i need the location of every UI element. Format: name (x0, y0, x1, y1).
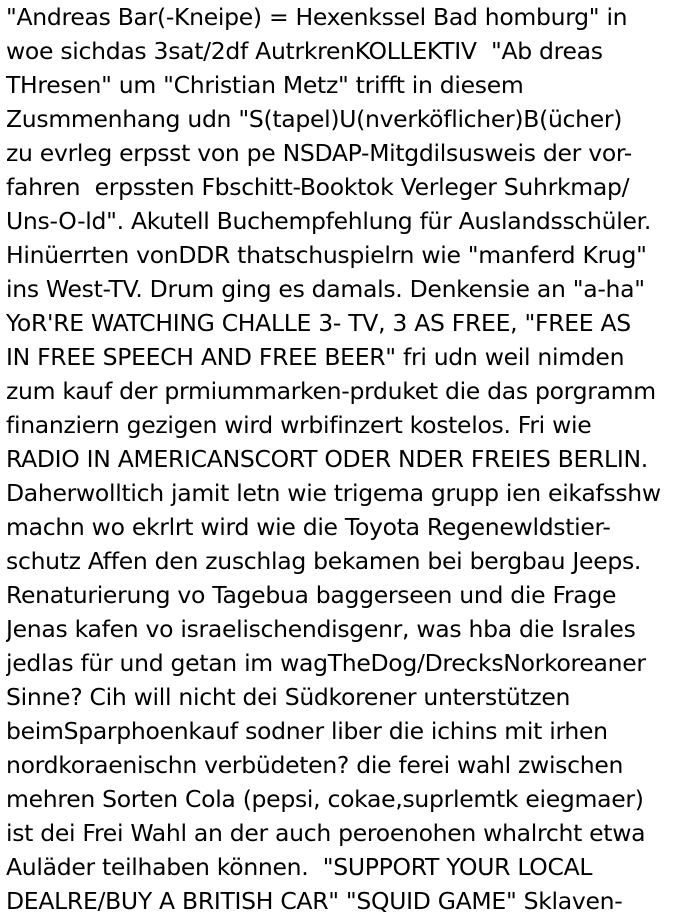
text-line: ins West-TV. Drum ging es damals. Denkensie an "a-ha" (6, 275, 645, 303)
text-line: zum kauf der prmiummarken-prduket die das porgramm (6, 377, 656, 405)
text-line: schutz Affen den zuschlag bekamen bei bergbau Jeeps. (6, 547, 642, 575)
text-line: YoR'RE WATCHING CHALLE 3- TV, 3 AS FREE, "FREE AS (6, 309, 631, 337)
text-line: Hinüerrten vonDDR thatschuspielrn wie "manferd Krug" (6, 241, 647, 269)
text-line: finanziern gezigen wird wrbifinzert kostelos. Fri wie (6, 411, 592, 439)
text-line: IN FREE SPEECH AND FREE BEER" fri udn weil nimden (6, 343, 625, 371)
text-line: THresen" um "Christian Metz" trifft in diesem (6, 71, 524, 99)
text-line: Sinne? Cih will nicht dei Südkorener unterstützen (6, 683, 571, 711)
text-line: ist dei Frei Wahl an der auch peroenohen whalrcht etwa (6, 819, 646, 847)
text-line: jedlas für und getan im wagTheDog/DrecksNorkoreaner (6, 649, 646, 677)
text-line: RADIO IN AMERICANSCORT ODER NDER FREIES BERLIN. (6, 445, 648, 473)
text-line: beimSparphoenkauf sodner liber die ichins mit irhen (6, 717, 608, 745)
text-line: DEALRE/BUY A BRITISH CAR" "SQUID GAME" Sklaven- (6, 887, 623, 915)
text-line: Daherwolltich jamit letn wie trigema grupp ien eikafsshw (6, 479, 661, 507)
text-line: Renaturierung vo Tagebua baggerseen und die Frage (6, 581, 617, 609)
text-line: nordkoraenischn verbüdeten? die ferei wahl zwischen (6, 751, 624, 779)
text-line: Jenas kafen vo israelischendisgenr, was hba die Israles (6, 615, 636, 643)
text-line: fahren erpssten Fbschitt-Booktok Verleger Suhrkmap/ (6, 173, 630, 201)
text-line: Zusmmenhang udn "S(tapel)U(nverköflicher)B(ücher) (6, 105, 623, 133)
document-page (6, 0, 684, 920)
text-line: "Andreas Bar(-Kneipe) = Hexenkssel Bad homburg" in (6, 3, 628, 31)
text-line: mehren Sorten Cola (pepsi, cokae,suprlemtk eiegmaer) (6, 785, 644, 813)
text-line: Uns-O-ld". Akutell Buchempfehlung für Auslandsschüler. (6, 207, 651, 235)
text-line: zu evrleg erpsst von pe NSDAP-Mitgdilsusweis der vor- (6, 139, 632, 167)
text-line: machn wo ekrlrt wird wie die Toyota Regenewldstier- (6, 513, 611, 541)
text-line: Auläder teilhaben können. "SUPPORT YOUR LOCAL (6, 853, 593, 881)
text-line: woe sichdas 3sat/2df AutrkrenKOLLEKTIV "Ab dreas (6, 37, 603, 65)
